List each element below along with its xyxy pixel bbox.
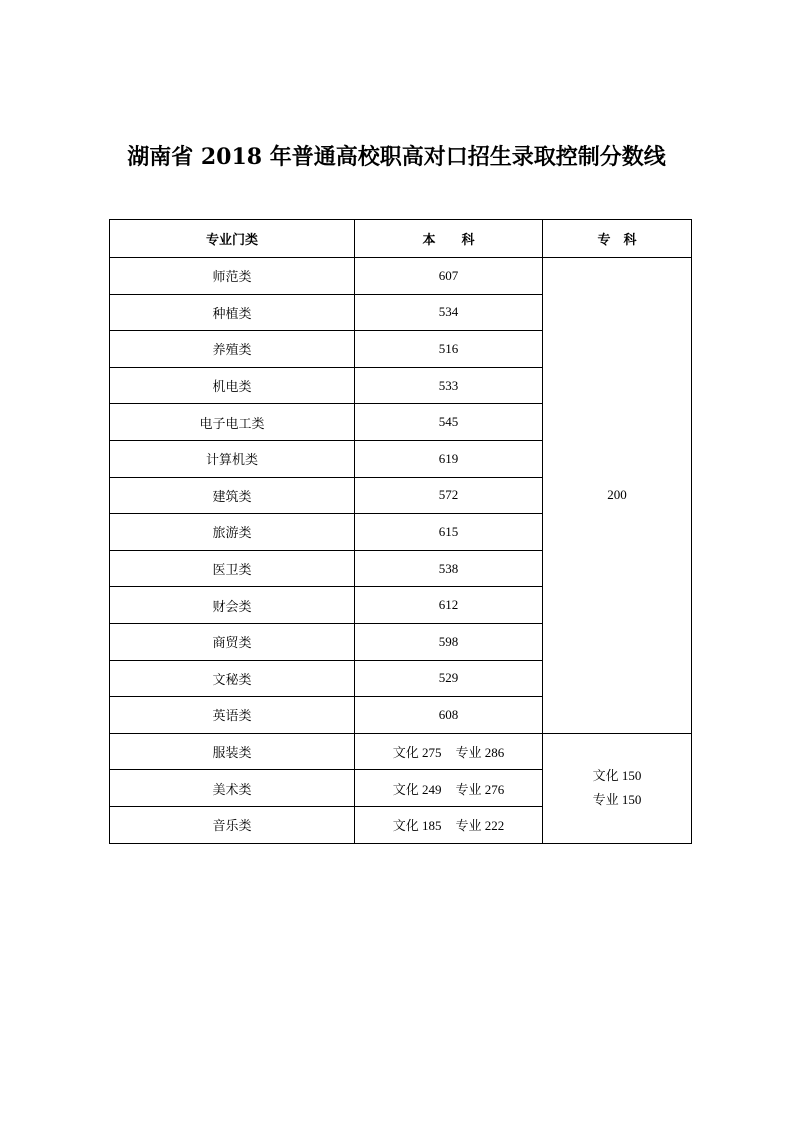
header-category: 专业门类 (110, 220, 355, 258)
category-cell: 财会类 (110, 587, 355, 624)
wenhua-score: 文化 185 (392, 818, 442, 834)
header-zhuanke: 专 科 (543, 220, 692, 258)
benke-score-cell: 598 (355, 623, 543, 660)
wenhua-score: 文化 275 (392, 745, 442, 761)
category-cell: 英语类 (110, 697, 355, 734)
table-row (110, 258, 692, 295)
header-row (110, 220, 692, 258)
zhuanke-zhuanye-score: 专业 150 (592, 792, 642, 808)
category-cell: 服装类 (110, 733, 355, 770)
benke-score-cell: 615 (355, 514, 543, 551)
wenhua-score: 文化 249 (392, 781, 442, 797)
page-title: 湖南省 2018 年普通高校职高对口招生录取控制分数线 (127, 144, 666, 170)
category-cell: 音乐类 (110, 806, 355, 843)
benke-score-cell: 533 (355, 367, 543, 404)
benke-art-score-cell (355, 770, 543, 807)
benke-score-cell: 619 (355, 440, 543, 477)
zhuanke-wenhua-score: 文化 150 (592, 768, 642, 784)
category-cell: 计算机类 (110, 440, 355, 477)
benke-art-score-cell (355, 733, 543, 770)
category-cell: 建筑类 (110, 477, 355, 514)
benke-score-cell: 608 (355, 697, 543, 734)
category-cell: 旅游类 (110, 514, 355, 551)
benke-score-cell: 529 (355, 660, 543, 697)
zhuanye-score: 专业 276 (455, 781, 505, 797)
benke-score-cell: 545 (355, 404, 543, 441)
benke-score-cell: 538 (355, 550, 543, 587)
category-cell: 美术类 (110, 770, 355, 807)
category-cell: 师范类 (110, 258, 355, 295)
benke-score-cell: 607 (355, 258, 543, 295)
category-cell: 商贸类 (110, 623, 355, 660)
category-cell: 机电类 (110, 367, 355, 404)
zhuanke-art-score-cell (543, 733, 692, 843)
zhuanke-general-score-cell: 200 (543, 258, 692, 734)
category-cell: 医卫类 (110, 550, 355, 587)
zhuanye-score: 专业 222 (455, 818, 505, 834)
category-cell: 种植类 (110, 294, 355, 331)
category-cell: 文秘类 (110, 660, 355, 697)
benke-score-cell: 572 (355, 477, 543, 514)
table-row (110, 733, 692, 770)
benke-art-score-cell (355, 806, 543, 843)
category-cell: 电子电工类 (110, 404, 355, 441)
score-table (109, 219, 692, 844)
benke-score-cell: 534 (355, 294, 543, 331)
zhuanye-score: 专业 286 (455, 745, 505, 761)
category-cell: 养殖类 (110, 331, 355, 368)
benke-score-cell: 612 (355, 587, 543, 624)
benke-score-cell: 516 (355, 331, 543, 368)
header-benke: 本 科 (355, 220, 543, 258)
